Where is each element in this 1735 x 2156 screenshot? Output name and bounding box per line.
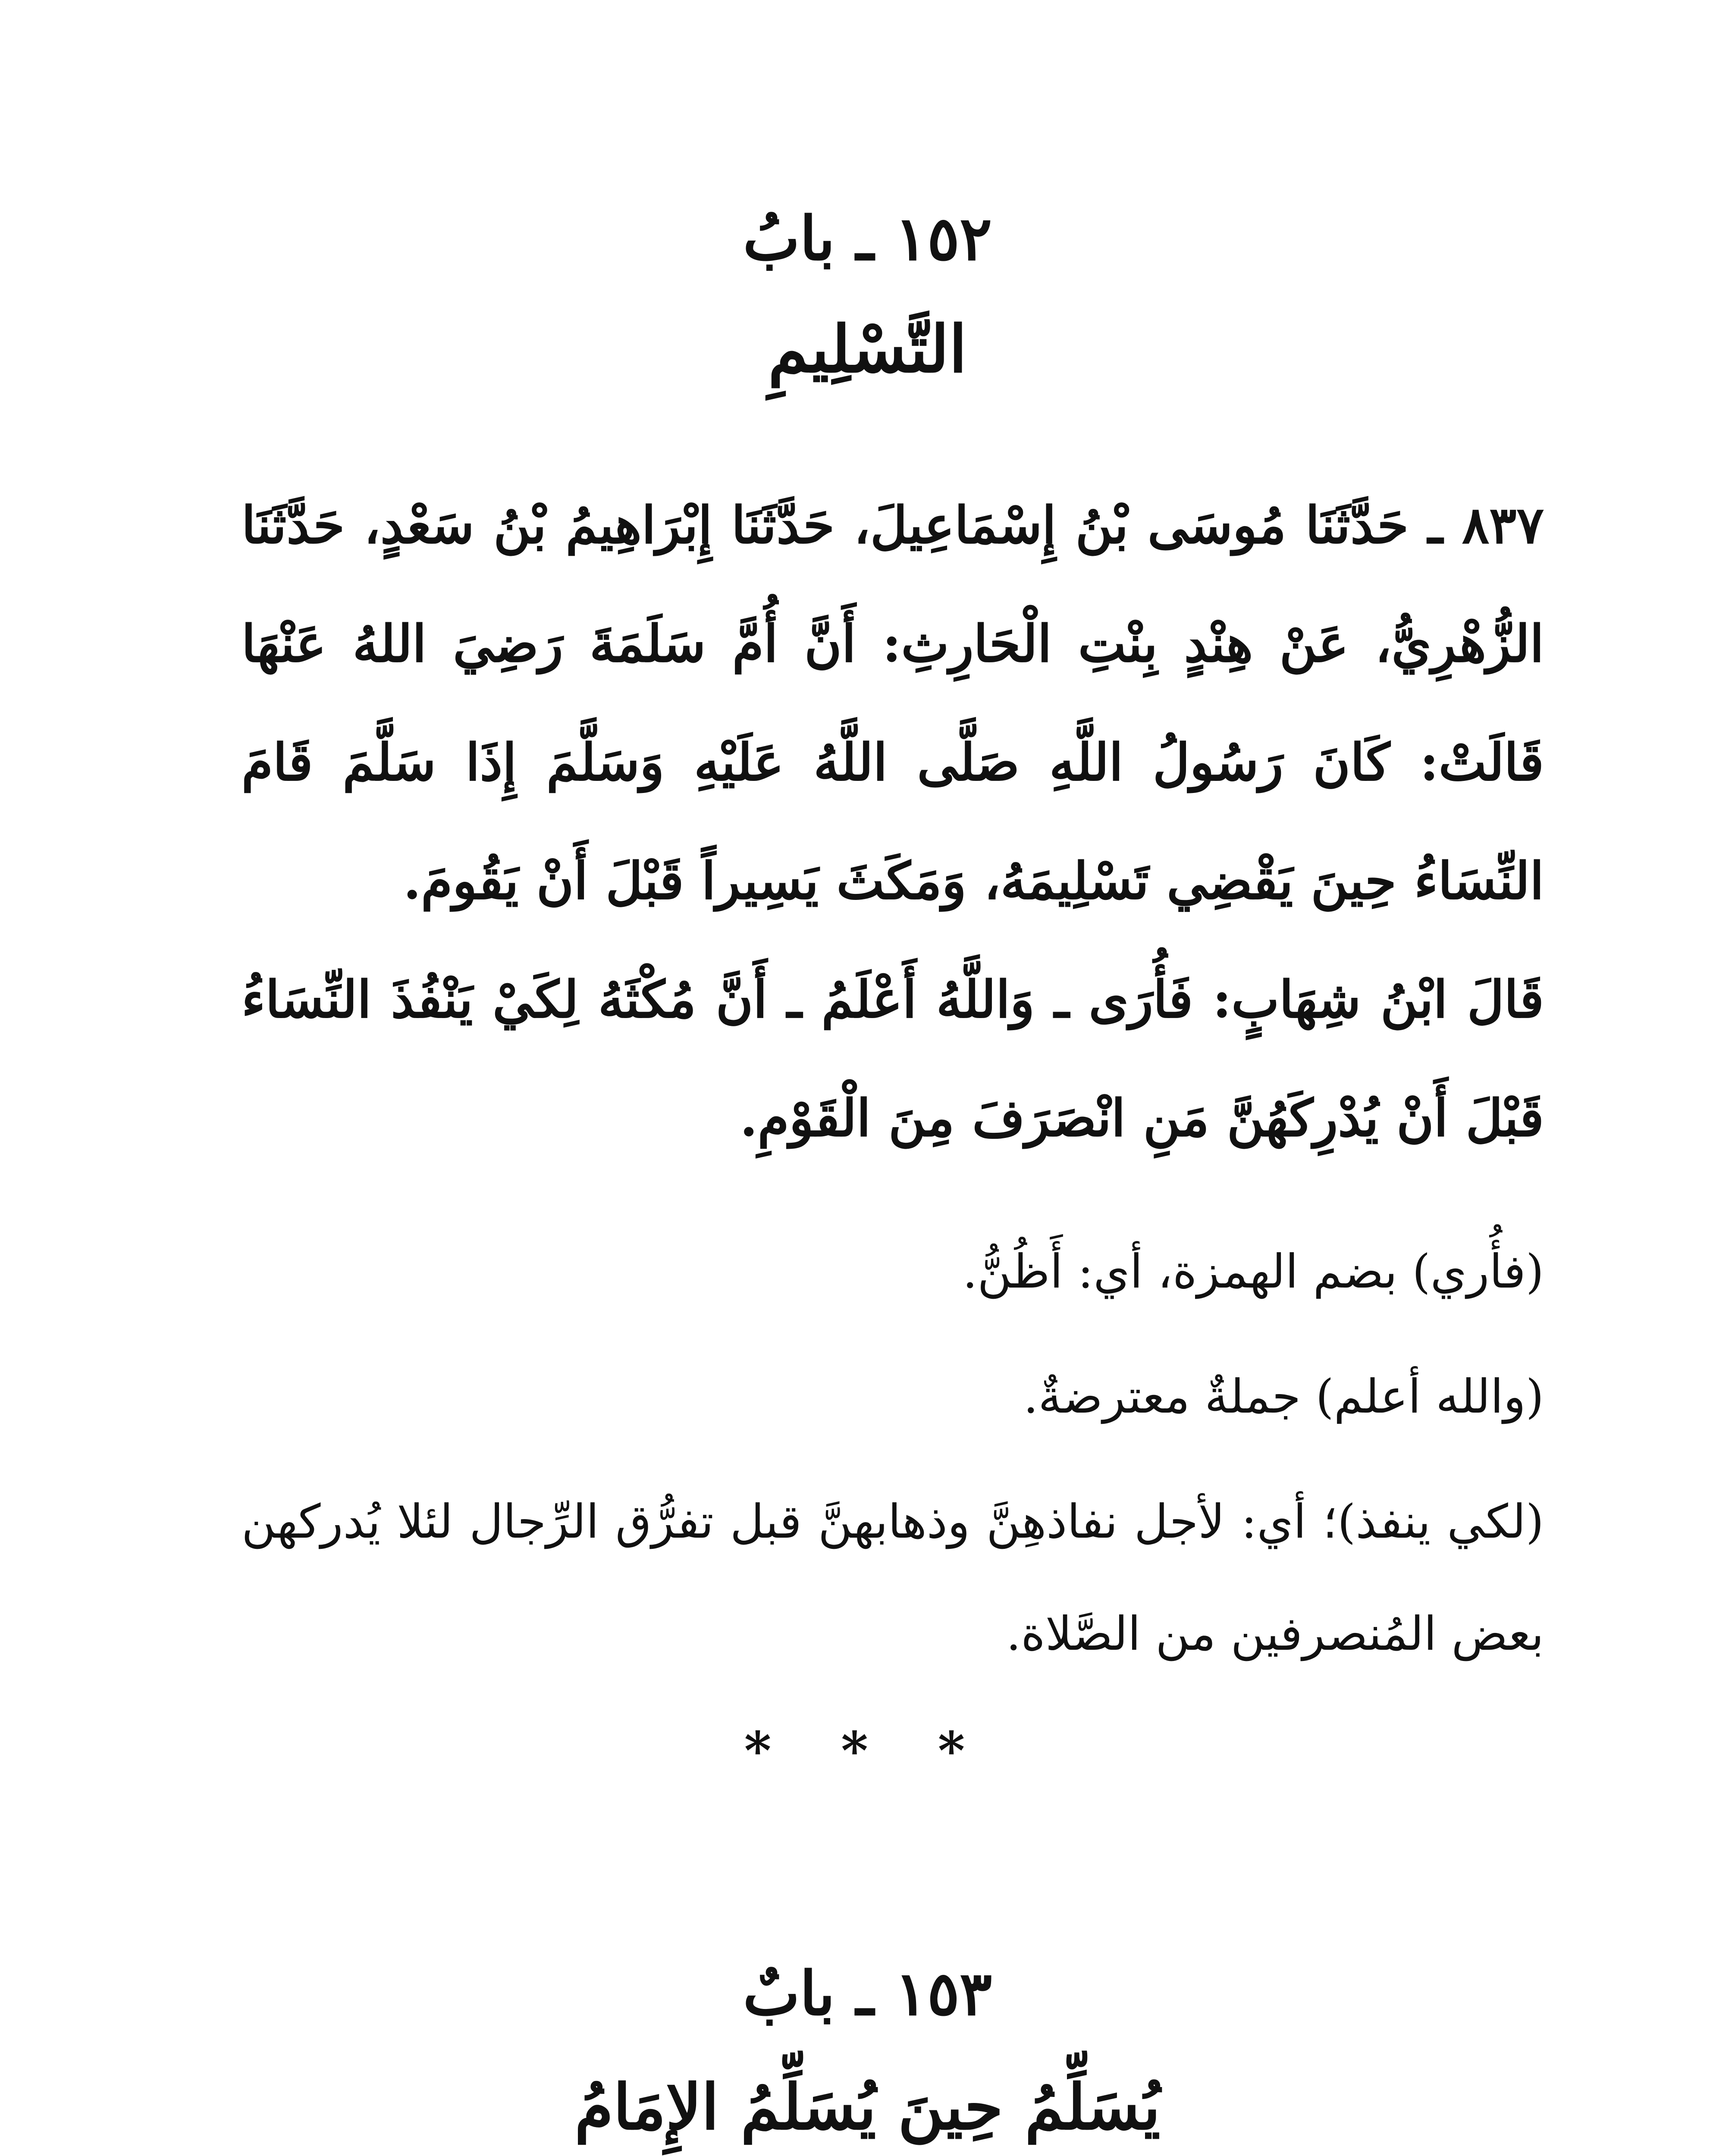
section-separator: * * *	[744, 1720, 991, 1781]
chapter-153-title: يُسَلِّمُ حِينَ يُسَلِّمُ الإِمَامُ	[574, 2071, 1161, 2144]
commentary-paragraph: قَالَ ابْنُ شِهَابٍ: فَأُرَى ـ وَاللَّهُ أَعْلَمُ ـ أَنَّ مُكْثَهُ لِكَيْ يَنْفُذَ النِّسَاءُ قَبْلَ أَنْ يُدْرِكَهُنَّ مَنِ انْصَرَفَ مِنَ الْقَوْمِ.	[242, 969, 1544, 1148]
explanatory-notes	[242, 1216, 1544, 1703]
hadith-paragraph: ٨٣٧ ـ حَدَّثَنَا مُوسَى بْنُ إِسْمَاعِيلَ، حَدَّثَنَا إِبْرَاهِيمُ بْنُ سَعْدٍ، حَدَّثَنَا الزُّهْرِيُّ، عَنْ هِنْدٍ بِنْتِ الْحَارِثِ: أَنَّ أُمَّ سَلَمَةَ رَضِيَ اللهُ عَنْهَا قَالَتْ: كَانَ رَسُولُ اللَّهِ صَلَّى اللَّهُ عَلَيْهِ وَسَلَّمَ إِذَا سَلَّمَ قَامَ النِّسَاءُ حِينَ يَقْضِي تَسْلِيمَهُ، وَمَكَثَ يَسِيراً قَبْلَ أَنْ يَقُومَ.	[242, 495, 1544, 911]
chapter-152-number: ١٥٢ ـ بابُ	[743, 204, 992, 274]
ibn-shihab-commentary	[242, 940, 1544, 1177]
note-1: (فأُري) بضم الهمزة، أي: أَظُنُّ.	[963, 1245, 1544, 1299]
chapter-153-number: ١٥٣ ـ بابٌ	[743, 1959, 992, 2029]
note-3: (لكي ينفذ)؛ أي: لأجل نفاذهِنَّ وذهابهنَّ قبل تفرُّق الرِّجال لئلا يُدركهن بعض المُنصرفين من الصَّلاة.	[242, 1495, 1544, 1661]
hadith-837-text	[242, 466, 1544, 940]
note-2: (والله أعلم) جملةٌ معترضةٌ.	[1023, 1370, 1544, 1424]
chapter-152-title: التَّسْلِيمِ	[768, 311, 967, 387]
